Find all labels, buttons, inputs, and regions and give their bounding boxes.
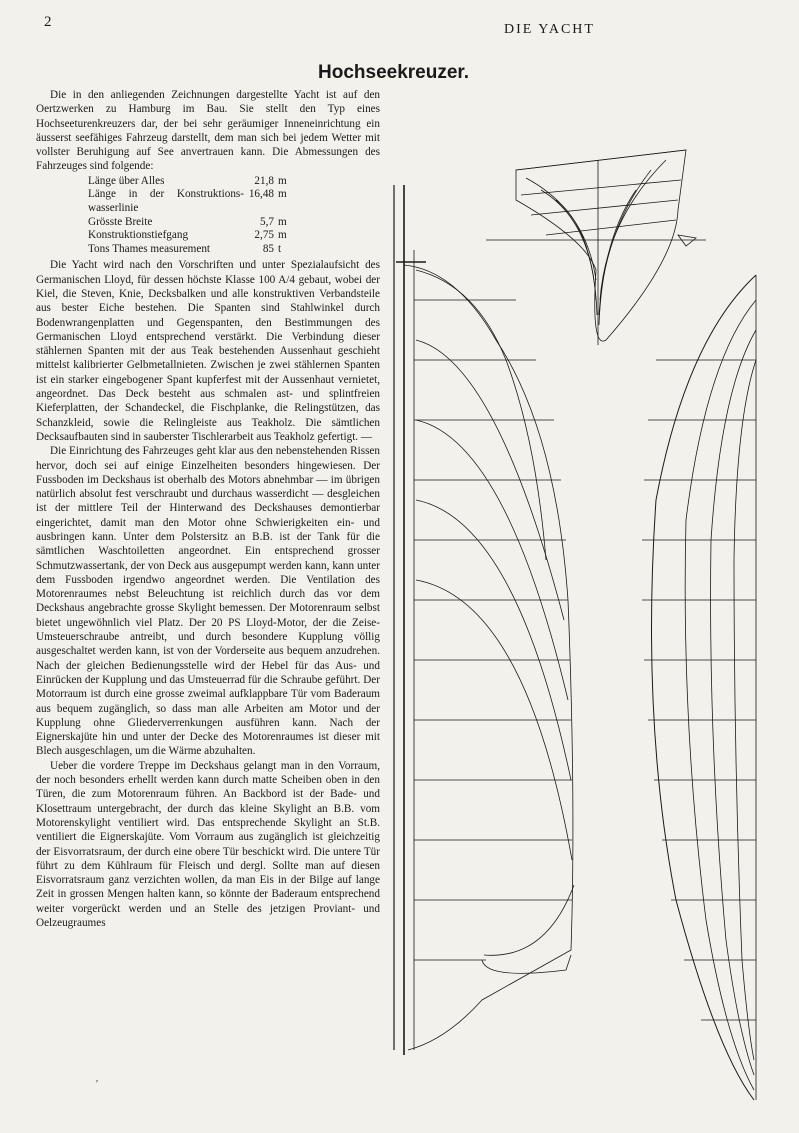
dimension-value: 5,7 bbox=[260, 215, 274, 228]
dimension-unit: m bbox=[278, 188, 287, 201]
dimension-value: 16,48 bbox=[248, 188, 274, 201]
forward-rooms-paragraph: Ueber die vordere Treppe im Deckshaus gelangt man in den Vorraum, der noch besonders erhellt werden kann durch matte Scheiben oben in den Türen, die zum Motorenraum führen. An Backbord ist der Bade- und Klosettraum untergebracht, der durch das kleine Skylight an B.B. vom Motorenskylight ventiliert wird. Das entsprechende Skylight an St.B. ventiliert die Eignerskajüte. Vom Vorraum aus zugänglich ist gleichzeitig der Eisvorratsraum, der durch eine obere Tür beschickt wird. Die untere Tür führt zu dem Kühlraum für Fleisch und dergl. Sollte man auf diesen Eisvorratsraum ganz verzichten wollen, da man Eis in der Bilge auf lange Zeit in grossen Mengen halten kann, so könnte der Baderaum entsprechend weiter vorgerückt werden und an Stelle des jetzigen Proviant- und Oelzeugraumes bbox=[36, 759, 380, 929]
dimension-label: Länge in der Konstruktions-wasserlinie bbox=[88, 188, 244, 214]
dimensions-table bbox=[88, 175, 380, 257]
hull-lines-drawing bbox=[386, 100, 796, 1110]
running-head-text: DIE YACHT bbox=[504, 22, 595, 37]
dimension-row bbox=[88, 243, 380, 257]
dimension-unit: m bbox=[278, 215, 287, 228]
dimension-value: 21,8 bbox=[254, 174, 274, 187]
dimension-label: Tons Thames measurement bbox=[88, 242, 211, 255]
construction-paragraph: Die Yacht wird nach den Vorschriften und unter Spezialaufsicht des Germanischen Lloyd, für dessen höchste Klasse 100 A/4 gebaut, wobei der Kiel, die Steven, Knie, Decksbalken und alle konstruktiven Verbandsteile aus bester Eiche bestehen. Die Spanten sind Stahlwinkel durch Bodenwrangenplatten und Gegenspanten, den Bestimmungen des Germanischen Lloyd entsprechend verstärkt. Die Verbindung dieser stählernen Spanten mit der aus Teak bestehenden Aussenhaut geschieht mittelst kalibrierter Gelbmetallnieten. Zwischen je zwei stählernen Spanten ist ein starker eingebogener Spant kupferfest mit der Aussenhaut vernietet, angeordnet. Das Deck besteht aus schmalen ast- und splintfreien Kieferplatten, der Schandeckel, die Fischplanke, die Relingstützen, das Schanzkleid, sowie die Relingleiste aus Teakholz. Die sämtlichen Decksaufbauten sind in sauberster Tischlerarbeit aus Teakholz gefertigt. — bbox=[36, 259, 380, 443]
dimension-row bbox=[88, 229, 380, 243]
dimension-unit: m bbox=[278, 174, 287, 187]
dimension-label: Konstruktionstiefgang bbox=[88, 229, 189, 242]
article-title: Hochseekreuzer. bbox=[318, 62, 470, 83]
running-head bbox=[0, 22, 799, 38]
article-body bbox=[36, 88, 380, 930]
page-number: 2 bbox=[44, 14, 52, 30]
interior-paragraph: Die Einrichtung des Fahrzeuges geht klar aus den nebenstehenden Rissen hervor, doch sei auf einige Einzelheiten besonders hingewiesen. Der Fussboden im Deckshaus ist oberhalb des Motors abnehmbar — im übrigen natürlich absolut fest verschraubt und durchaus wasserdicht — desgleichen ist der mittlere Teil der Hinterwand des Deckshauses demontierbar eingerichtet, damit man den Motor ohne Schwierigkeiten ein- und ausbringen kann. Unter dem Polstersitz an B.B. ist der Tank für die sämtlichen Waschtoiletten angeordnet. Ein entsprechend grosser Schmutzwassertank, der von Deck aus ausgepumpt werden kann, kann unter dem Fussboden irgendwo angeordnet werden. Die Ventilation des Motorenraumes nebst Beleuchtung ist reichlich durch das vor dem Deckshaus angebrachte grosse Skylight bemessen. Der Motorenraum selbst bietet ungewöhnlich viel Platz. Der 20 PS Lloyd-Motor, der die Zeise-Umsteuerschraube antreibt, und durch besondere Kupplung völlig ausgeschaltet werden kann, ist von der Vorderseite aus bequem anzudrehen. Nach der gleichen Bedienungsstelle wird der Hebel für das Aus- und Einrücken der Kupplung und das Umsteuerrad für die Schraube geführt. Der Motorraum ist durch eine grosse zweimal aufklappbare Tür vom Baderaum aus bequem zugänglich, so dass man alle Arbeiten am Motor und der Kupplung ohne Gliederverrenkungen ausführen kann. Nach der Eignerskajüte hin und unter der Decke des Motorenraumes ist dieser mit Blech ausgeschlagen, um die Wärme abzuhalten. bbox=[36, 445, 380, 758]
dimension-row bbox=[88, 216, 380, 230]
stray-mark: ʹ bbox=[96, 1079, 99, 1090]
dimension-unit: m bbox=[278, 229, 287, 242]
dimension-label: Grösste Breite bbox=[88, 215, 153, 228]
body-plan bbox=[486, 150, 706, 345]
intro-paragraph: Die in den anliegenden Zeichnungen dargestellte Yacht ist auf den Oertzwerken zu Hamburg im Bau. Sie stellt den Typ eines Hochseeturenkreuzers dar, der bei sehr geräumiger Inneneinrichtung ein äusserst seefähiges Fahrzeug darstellt, dem man sich bei jedem Wetter mit vollster Beruhigung auf See anvertrauen kann. Die Abmessungen des Fahrzeuges sind folgende: bbox=[36, 89, 380, 173]
dimension-unit: t bbox=[278, 242, 282, 255]
profile-plan bbox=[394, 185, 574, 1055]
dimension-value: 2,75 bbox=[254, 229, 274, 242]
lines-plan-svg bbox=[386, 100, 796, 1110]
dimension-row bbox=[88, 175, 380, 189]
half-breadth-plan bbox=[642, 275, 756, 1100]
dimension-row bbox=[88, 188, 380, 215]
dimension-label: Länge über Alles bbox=[88, 174, 165, 187]
dimension-value: 85 bbox=[262, 242, 274, 255]
